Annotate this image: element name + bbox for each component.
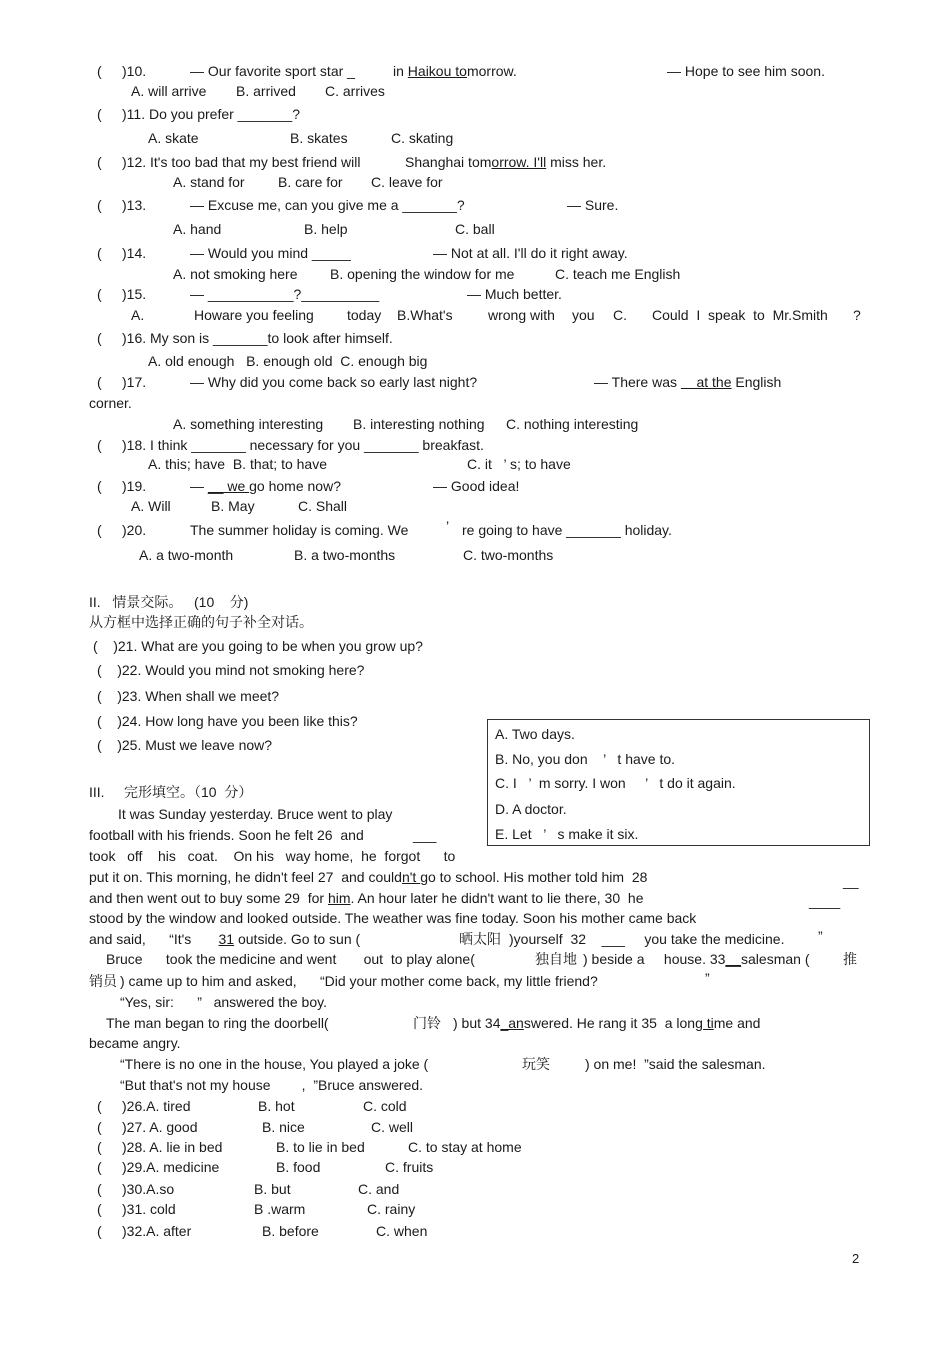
- q20-option-c: C. two-months: [463, 547, 554, 563]
- passage-gloss-sunbathe: 晒太阳: [459, 931, 501, 947]
- q11-paren: (: [97, 106, 102, 122]
- q12-paren: (: [97, 154, 102, 170]
- passage-line-12: became angry.: [89, 1035, 181, 1051]
- q20-question-cont: re going to have _______ holiday.: [462, 522, 672, 538]
- q17-option-b: B. interesting nothing: [353, 416, 485, 432]
- q14-question: — Would you mind _____: [190, 245, 351, 261]
- q13-question: — Excuse me, can you give me a _______?: [190, 197, 465, 213]
- blank-26: ___: [413, 827, 437, 843]
- dialogue-q22: ( )22. Would you mind not smoking here?: [97, 662, 365, 678]
- cloze-option-c: C. and: [358, 1181, 400, 1197]
- q20-question: The summer holiday is coming. We: [190, 522, 409, 538]
- q10-number: )10.: [122, 63, 147, 79]
- q11-question: )11. Do you prefer _______?: [122, 106, 300, 122]
- passage-line-13: “There is no one in the house, You played a joke (: [120, 1056, 429, 1072]
- passage-line-8-cont: ) beside a house. 33__salesman (: [583, 951, 810, 967]
- section-2-title: II. 情景交际。 (10 分): [89, 594, 249, 610]
- passage-gloss-salesman-2: 销员: [89, 973, 117, 989]
- passage-line-2: football with his friends. Soon he felt 26 and: [89, 827, 364, 843]
- cloze-option-c: C. when: [376, 1223, 428, 1239]
- q10-option-c: C. arrives: [325, 83, 385, 99]
- cloze-option-c: C. cold: [363, 1098, 407, 1114]
- page-number: 2: [852, 1251, 860, 1266]
- q10-option-b: B. arrived: [236, 83, 296, 99]
- q12-option-a: A. stand for: [173, 174, 245, 190]
- q15-option-c-text: Could I speak to Mr.Smith: [652, 307, 828, 323]
- q15-option-a-label: A.: [131, 307, 145, 323]
- cloze-paren: (: [97, 1181, 102, 1197]
- q10-option-a: A. will arrive: [131, 83, 207, 99]
- q17-number: )17.: [122, 374, 147, 390]
- passage-line-6: stood by the window and looked outside. The weather was fine today. Soon his mother came back: [89, 910, 697, 926]
- cloze-option-a: )31. cold: [122, 1201, 176, 1217]
- q13-option-a: A. hand: [173, 221, 222, 237]
- q20-paren: (: [97, 522, 102, 538]
- cloze-option-b: B. food: [276, 1159, 321, 1175]
- q19-option-a: A. Will: [131, 498, 171, 514]
- q12-option-b: B. care for: [278, 174, 343, 190]
- q15-option-b-label: B.What's: [397, 307, 453, 323]
- q14-option-b: B. opening the window for me: [330, 266, 515, 282]
- q19-option-c: C. Shall: [298, 498, 348, 514]
- q16-question: )16. My son is _______to look after himself.: [122, 330, 393, 346]
- passage-gloss-doorbell: 门铃: [413, 1015, 441, 1031]
- q13-paren: (: [97, 197, 102, 213]
- q12-question-cont: Shanghai tomorrow. I'll miss her.: [405, 154, 607, 170]
- passage-line-14: “But that's not my house , ”Bruce answered.: [120, 1077, 424, 1093]
- q18-option-c: C. it ’ s; to have: [467, 456, 571, 472]
- cloze-option-a: )30.A.so: [122, 1181, 175, 1197]
- q13-reply: — Sure.: [567, 197, 619, 213]
- blank-30: ____: [809, 893, 841, 909]
- q11-option-b: B. skates: [290, 130, 348, 146]
- q15-option-c-label: C.: [613, 307, 627, 323]
- dialogue-q21: ( )21. What are you going to be when you grow up?: [93, 638, 423, 654]
- cloze-option-b: B. before: [262, 1223, 319, 1239]
- passage-line-3: took off his coat. On his way home, he forgot to: [89, 848, 456, 864]
- answer-box-option-c: C. I ’ m sorry. I won ’ t do it again.: [495, 775, 736, 791]
- cloze-paren: (: [97, 1159, 102, 1175]
- passage-line-1: It was Sunday yesterday. Bruce went to play: [118, 806, 393, 822]
- q19-question: — __ we go home now?: [190, 478, 341, 494]
- cloze-option-c: C. fruits: [385, 1159, 434, 1175]
- q14-paren: (: [97, 245, 102, 261]
- cloze-paren: (: [97, 1201, 102, 1217]
- passage-gloss-joke: 玩笑: [522, 1056, 550, 1072]
- cloze-option-a: )26.A. tired: [122, 1098, 191, 1114]
- section-2-instruction: 从方框中选择正确的句子补全对话。: [89, 614, 313, 630]
- passage-line-9: ) came up to him and asked, “Did your mother come back, my little friend?: [120, 973, 598, 989]
- cloze-option-a: )32.A. after: [122, 1223, 192, 1239]
- cloze-paren: (: [97, 1223, 102, 1239]
- passage-line-4: put it on. This morning, he didn't feel 27 and couldn't go to school. His mother told him 28: [89, 869, 648, 885]
- cloze-option-b: B .warm: [254, 1201, 306, 1217]
- blank-28: __: [843, 873, 859, 889]
- q18-paren: (: [97, 437, 102, 453]
- q15-option-a-text: Howare you feeling: [194, 307, 314, 323]
- q15-option-c-mark: ?: [853, 307, 861, 323]
- q18-option-ab: A. this; have B. that; to have: [148, 456, 327, 472]
- passage-line-11: The man began to ring the doorbell(: [106, 1015, 329, 1031]
- cloze-option-b: B. hot: [258, 1098, 295, 1114]
- q14-option-a: A. not smoking here: [173, 266, 298, 282]
- q17-paren: (: [97, 374, 102, 390]
- passage-line-5: and then went out to buy some 29 for him. An hour later he didn't want to lie there, 30 he: [89, 890, 644, 906]
- cloze-paren: (: [97, 1139, 102, 1155]
- passage-line-11-cont: ) but 34_answered. He rang it 35 a long time and: [453, 1015, 761, 1031]
- answer-box-option-e: E. Let ’ s make it six.: [495, 826, 639, 842]
- q15-question: — ___________?__________: [190, 286, 380, 302]
- passage-line-8: Bruce took the medicine and went out to play alone(: [106, 951, 475, 967]
- q16-options: A. old enough B. enough old C. enough big: [148, 353, 428, 369]
- q13-number: )13.: [122, 197, 147, 213]
- q15-option-b-text: wrong with: [488, 307, 555, 323]
- q20-number: )20.: [122, 522, 147, 538]
- q15-option-b-text2: you: [572, 307, 595, 323]
- q14-option-c: C. teach me English: [555, 266, 681, 282]
- dialogue-q25: ( )25. Must we leave now?: [97, 737, 273, 753]
- q15-paren: (: [97, 286, 102, 302]
- q13-option-b: B. help: [304, 221, 348, 237]
- q11-option-a: A. skate: [148, 130, 199, 146]
- q10-question-cont: in Haikou tomorrow.: [393, 63, 517, 79]
- passage-line-7-cont: )yourself 32 ___ you take the medicine.: [509, 931, 785, 947]
- cloze-option-b: B. to lie in bed: [276, 1139, 365, 1155]
- dialogue-q23: ( )23. When shall we meet?: [97, 688, 280, 704]
- q19-reply: — Good idea!: [433, 478, 520, 494]
- q15-option-a-text2: today: [347, 307, 382, 323]
- passage-quote-close-2: ”: [705, 970, 710, 986]
- passage-gloss-alone: 独自地: [535, 951, 577, 967]
- q10-reply: — Hope to see him soon.: [667, 63, 825, 79]
- dialogue-q24: ( )24. How long have you been like this?: [97, 713, 358, 729]
- cloze-option-b: B. but: [254, 1181, 291, 1197]
- q12-question: )12. It's too bad that my best friend will: [122, 154, 361, 170]
- cloze-paren: (: [97, 1119, 102, 1135]
- passage-line-7: and said, “It's 31 outside. Go to sun (: [89, 931, 361, 947]
- cloze-option-b: B. nice: [262, 1119, 305, 1135]
- passage-line-13-cont: ) on me! ”said the salesman.: [585, 1056, 766, 1072]
- q19-option-b: B. May: [211, 498, 255, 514]
- q18-question: )18. I think _______ necessary for you _______ breakfast.: [122, 437, 484, 453]
- cloze-option-a: )27. A. good: [122, 1119, 198, 1135]
- passage-quote-close: ”: [818, 928, 823, 944]
- q14-reply: — Not at all. I'll do it right away.: [433, 245, 628, 261]
- cloze-option-a: )29.A. medicine: [122, 1159, 220, 1175]
- cloze-option-c: C. rainy: [367, 1201, 416, 1217]
- q20-apostrophe: ’: [446, 518, 450, 534]
- q20-option-b: B. a two-months: [294, 547, 396, 563]
- passage-line-10: “Yes, sir: ” answered the boy.: [120, 994, 327, 1010]
- q15-reply: — Much better.: [467, 286, 562, 302]
- q14-number: )14.: [122, 245, 147, 261]
- q17-option-a: A. something interesting: [173, 416, 324, 432]
- cloze-option-a: )28. A. lie in bed: [122, 1139, 223, 1155]
- q13-option-c: C. ball: [455, 221, 495, 237]
- q19-paren: (: [97, 478, 102, 494]
- cloze-option-c: C. to stay at home: [408, 1139, 522, 1155]
- section-3-title: III. 完形填空。（10 分）: [89, 784, 253, 800]
- q11-option-c: C. skating: [391, 130, 454, 146]
- answer-box-option-a: A. Two days.: [495, 726, 575, 742]
- q16-paren: (: [97, 330, 102, 346]
- cloze-paren: (: [97, 1098, 102, 1114]
- q10-question: — Our favorite sport star _: [190, 63, 355, 79]
- q17-option-c: C. nothing interesting: [506, 416, 639, 432]
- answer-box-option-d: D. A doctor.: [495, 801, 567, 817]
- answer-box-option-b: B. No, you don ’ t have to.: [495, 751, 676, 767]
- q17-question: — Why did you come back so early last night?: [190, 374, 478, 390]
- q10-paren: (: [97, 63, 102, 79]
- cloze-option-c: C. well: [371, 1119, 414, 1135]
- q19-number: )19.: [122, 478, 147, 494]
- q20-option-a: A. a two-month: [139, 547, 234, 563]
- q12-option-c: C. leave for: [371, 174, 443, 190]
- q17-reply-cont: corner.: [89, 395, 132, 411]
- q15-number: )15.: [122, 286, 147, 302]
- q17-reply: — There was at the English: [594, 374, 782, 390]
- passage-gloss-salesman-1: 推: [843, 951, 857, 967]
